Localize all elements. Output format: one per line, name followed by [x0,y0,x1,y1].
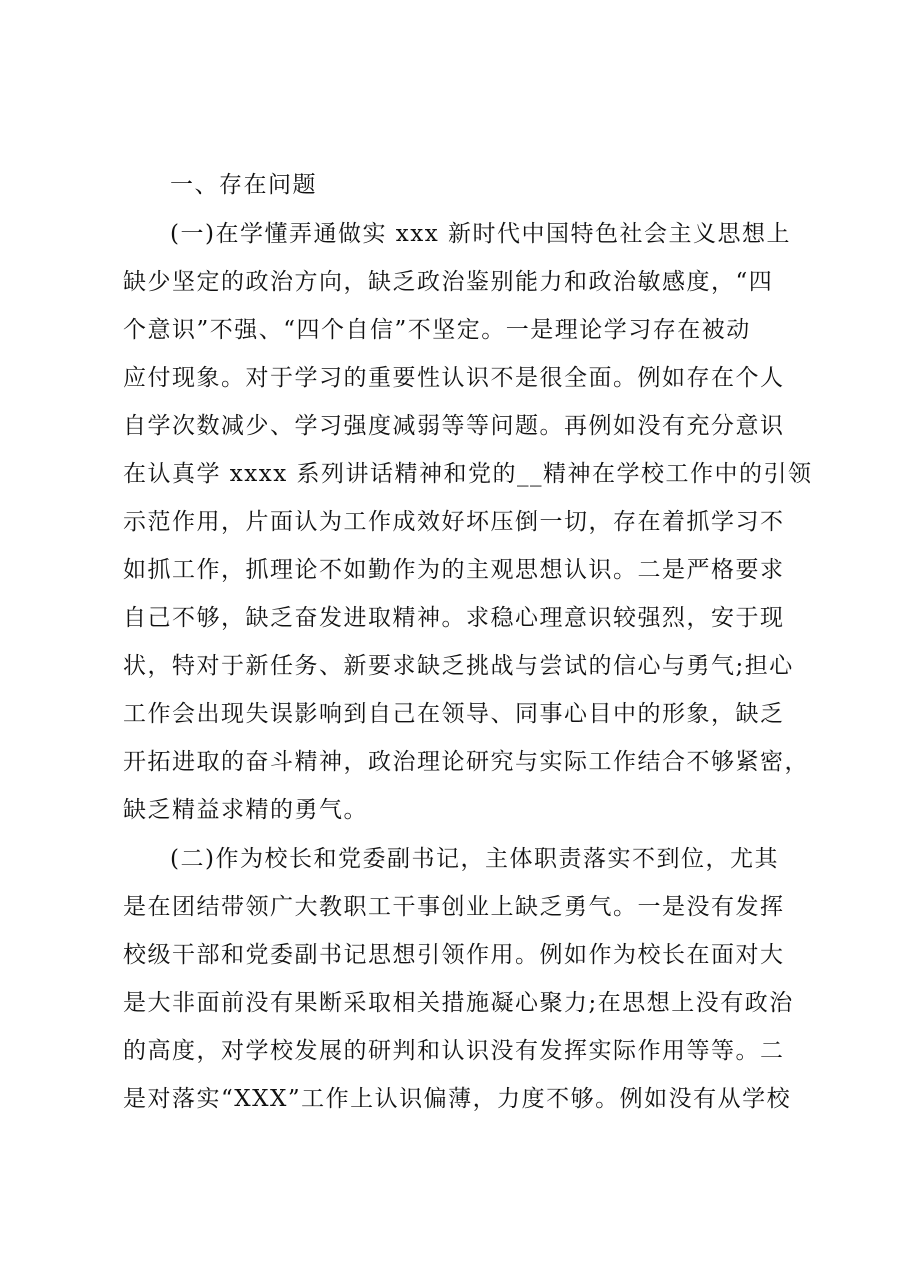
paragraph-line: 是对落实“XXX”工作上认识偏薄，力度不够。例如没有从学校 [123,1086,792,1112]
paragraph-line: 示范作用，片面认为工作成效好坏压倒一切，存在着抓学习不 [123,509,785,535]
paragraph-line: 应付现象。对于学习的重要性认识不是很全面。例如存在个人 [123,365,785,391]
paragraph-line: 开拓进取的奋斗精神，政治理论研究与实际工作结合不够紧密， [123,749,809,775]
paragraph-line: 缺乏精益求精的勇气。 [123,797,368,823]
paragraph-line: 自己不够，缺乏奋发进取精神。求稳心理意识较强烈，安于现 [123,605,785,631]
paragraph-line: 如抓工作，抓理论不如勤作为的主观思想认识。二是严格要求 [123,557,785,583]
paragraph-line: 状，特对于新任务、新要求缺乏挑战与尝试的信心与勇气;担心 [123,653,794,679]
paragraph-line: 的高度，对学校发展的研判和认识没有发挥实际作用等等。二 [123,1038,785,1064]
paragraph-line: 校级干部和党委副书记思想引领作用。例如作为校长在面对大 [123,942,785,968]
paragraph-line: 在认真学 xxxx 系列讲话精神和党的__精神在学校工作中的引领 [123,461,813,487]
paragraph-line: (二)作为校长和党委副书记，主体职责落实不到位，尤其 [170,846,779,872]
paragraph-line: 是大非面前没有果断采取相关措施凝心聚力;在思想上没有政治 [123,990,794,1016]
paragraph-line: 自学次数减少、学习强度减弱等等问题。再例如没有充分意识 [123,413,785,439]
paragraph-line: 工作会出现失误影响到自己在领导、同事心目中的形象，缺乏 [123,701,785,727]
paragraph-line: 是在团结带领广大教职工干事创业上缺乏勇气。一是没有发挥 [123,894,785,920]
paragraph-line: 缺少坚定的政治方向，缺乏政治鉴别能力和政治敏感度，“四 [123,269,774,295]
paragraph-line: (一)在学懂弄通做实 xxx 新时代中国特色社会主义思想上 [170,221,791,247]
section-heading: 一、存在问题 [170,172,317,198]
paragraph-line: 个意识”不强、“四个自信”不坚定。一是理论学习存在被动 [123,317,751,343]
